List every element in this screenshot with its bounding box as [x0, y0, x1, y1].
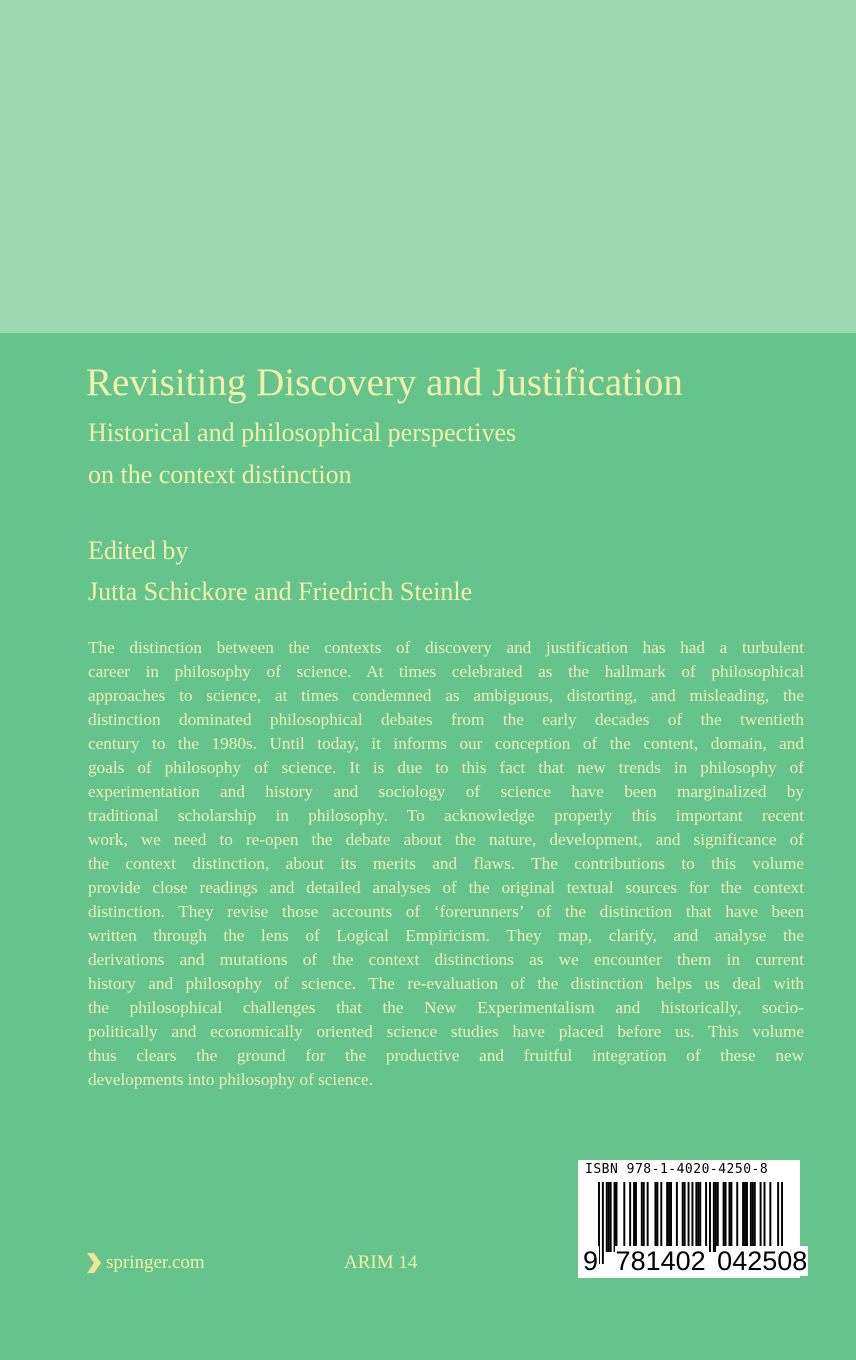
- barcode-bar: [723, 1182, 725, 1252]
- blurb-line: distinction. They revise those accounts of ‘forerunners’ of the distinction that have been: [88, 902, 804, 921]
- blurb-line: experimentation and history and sociology of science have been marginalized by: [88, 782, 804, 801]
- barcode-bar: [629, 1182, 631, 1252]
- top-color-band: [0, 0, 856, 333]
- blurb-line: work, we need to re-open the debate about the nature, development, and significance of: [88, 830, 804, 849]
- ean-right-group: 042508: [717, 1246, 808, 1276]
- chevron-right-icon: [86, 1252, 102, 1274]
- ean-first-digit: 9: [583, 1246, 599, 1276]
- barcode-bar: [656, 1182, 658, 1252]
- isbn-label: ISBN 978-1-4020-4250-8: [585, 1162, 769, 1177]
- blurb-line: distinction dominated philosophical debates from the early decades of the twentieth: [88, 710, 804, 729]
- barcode-bar: [643, 1182, 645, 1252]
- barcode-bar: [654, 1182, 656, 1252]
- barcode-bar: [608, 1182, 610, 1252]
- barcode-bar: [709, 1182, 711, 1252]
- blurb-line: the context distinction, about its merits and flaws. The contributions to this volume: [88, 854, 804, 873]
- barcode-bar: [744, 1182, 746, 1252]
- barcode-bar: [641, 1182, 643, 1252]
- barcode-bar: [752, 1182, 754, 1252]
- ean-digits: [582, 1246, 808, 1277]
- barcode-bar: [730, 1182, 732, 1252]
- springer-link[interactable]: [86, 1252, 205, 1274]
- barcode-bar: [750, 1182, 752, 1252]
- isbn-barcode: [578, 1160, 808, 1278]
- barcode-bar: [633, 1182, 635, 1252]
- subtitle-line-1: Historical and philosophical perspectives: [88, 418, 517, 447]
- barcode-bar: [760, 1182, 762, 1252]
- barcode-bar: [713, 1182, 715, 1252]
- barcode-bar: [705, 1182, 707, 1252]
- barcode-bar: [742, 1182, 744, 1252]
- barcode-bar: [736, 1182, 738, 1252]
- editors-names: Jutta Schickore and Friedrich Steinle: [88, 577, 473, 606]
- barcode-bar: [769, 1182, 771, 1252]
- blurb-line: derivations and mutations of the context distinctions as we encounter them in current: [88, 950, 804, 969]
- blurb-line: history and philosophy of science. The re-evaluation of the distinction helps us deal with: [88, 974, 804, 993]
- barcode-bar: [616, 1182, 618, 1252]
- barcode-bar: [682, 1182, 684, 1252]
- blurb-line: the philosophical challenges that the New Experimentalism and historically, socio-: [88, 998, 804, 1017]
- blurb-line: thus clears the ground for the productive and fruitful integration of these new: [88, 1046, 804, 1065]
- barcode-bar: [606, 1182, 608, 1252]
- blurb-line: century to the 1980s. Until today, it informs our conception of the content, domain, and: [88, 734, 804, 753]
- blurb-line: traditional scholarship in philosophy. To acknowledge properly this important recent: [88, 806, 804, 825]
- barcode-bar: [717, 1182, 719, 1252]
- barcode-bar: [725, 1182, 727, 1252]
- blurb-line: The distinction between the contexts of discovery and justification has had a turbulent: [88, 638, 804, 657]
- barcode-bar: [684, 1182, 686, 1252]
- blurb-text: [88, 636, 804, 1092]
- blurb-line: written through the lens of Logical Empiricism. They map, clarify, and analyse the: [88, 926, 804, 945]
- barcode-bar: [697, 1182, 699, 1252]
- blurb-line: developments into philosophy of science.: [88, 1070, 373, 1089]
- barcode-bar: [610, 1182, 612, 1252]
- blurb-line: approaches to science, at times condemned as ambiguous, distorting, and misleading, the: [88, 686, 804, 705]
- springer-link-text: springer.com: [106, 1252, 205, 1273]
- blurb-line: goals of philosophy of science. It is due to this fact that new trends in philosophy of: [88, 758, 804, 777]
- barcode-bar: [614, 1182, 616, 1252]
- barcode-bar: [754, 1182, 756, 1252]
- book-title: Revisiting Discovery and Justification: [86, 361, 683, 404]
- barcode-bar: [699, 1182, 701, 1252]
- blurb-line: provide close readings and detailed analyses of the original textual sources for the context: [88, 878, 804, 897]
- barcode-bar: [728, 1182, 730, 1252]
- barcode-bar: [623, 1182, 625, 1252]
- blurb-line: career in philosophy of science. At times celebrated as the hallmark of philosophical: [88, 662, 804, 681]
- barcode-bar: [764, 1182, 766, 1252]
- barcode-bar: [668, 1182, 670, 1252]
- barcode-bar: [695, 1182, 697, 1252]
- barcode-bar: [676, 1182, 678, 1252]
- barcode-bar: [666, 1182, 668, 1252]
- blurb-line: politically and economically oriented science studies have placed before us. This volume: [88, 1022, 804, 1041]
- barcode-bar: [660, 1182, 662, 1252]
- ean-left-group: 781402: [615, 1246, 706, 1276]
- barcode-bar: [746, 1182, 748, 1252]
- edited-by-label: Edited by: [88, 536, 189, 565]
- barcode-bar: [670, 1182, 672, 1252]
- series-number: ARIM 14: [344, 1252, 418, 1273]
- subtitle-line-2: on the context distinction: [88, 460, 352, 489]
- barcode-bar: [647, 1182, 649, 1252]
- barcode-bar: [715, 1182, 717, 1252]
- barcode-bar: [635, 1182, 637, 1252]
